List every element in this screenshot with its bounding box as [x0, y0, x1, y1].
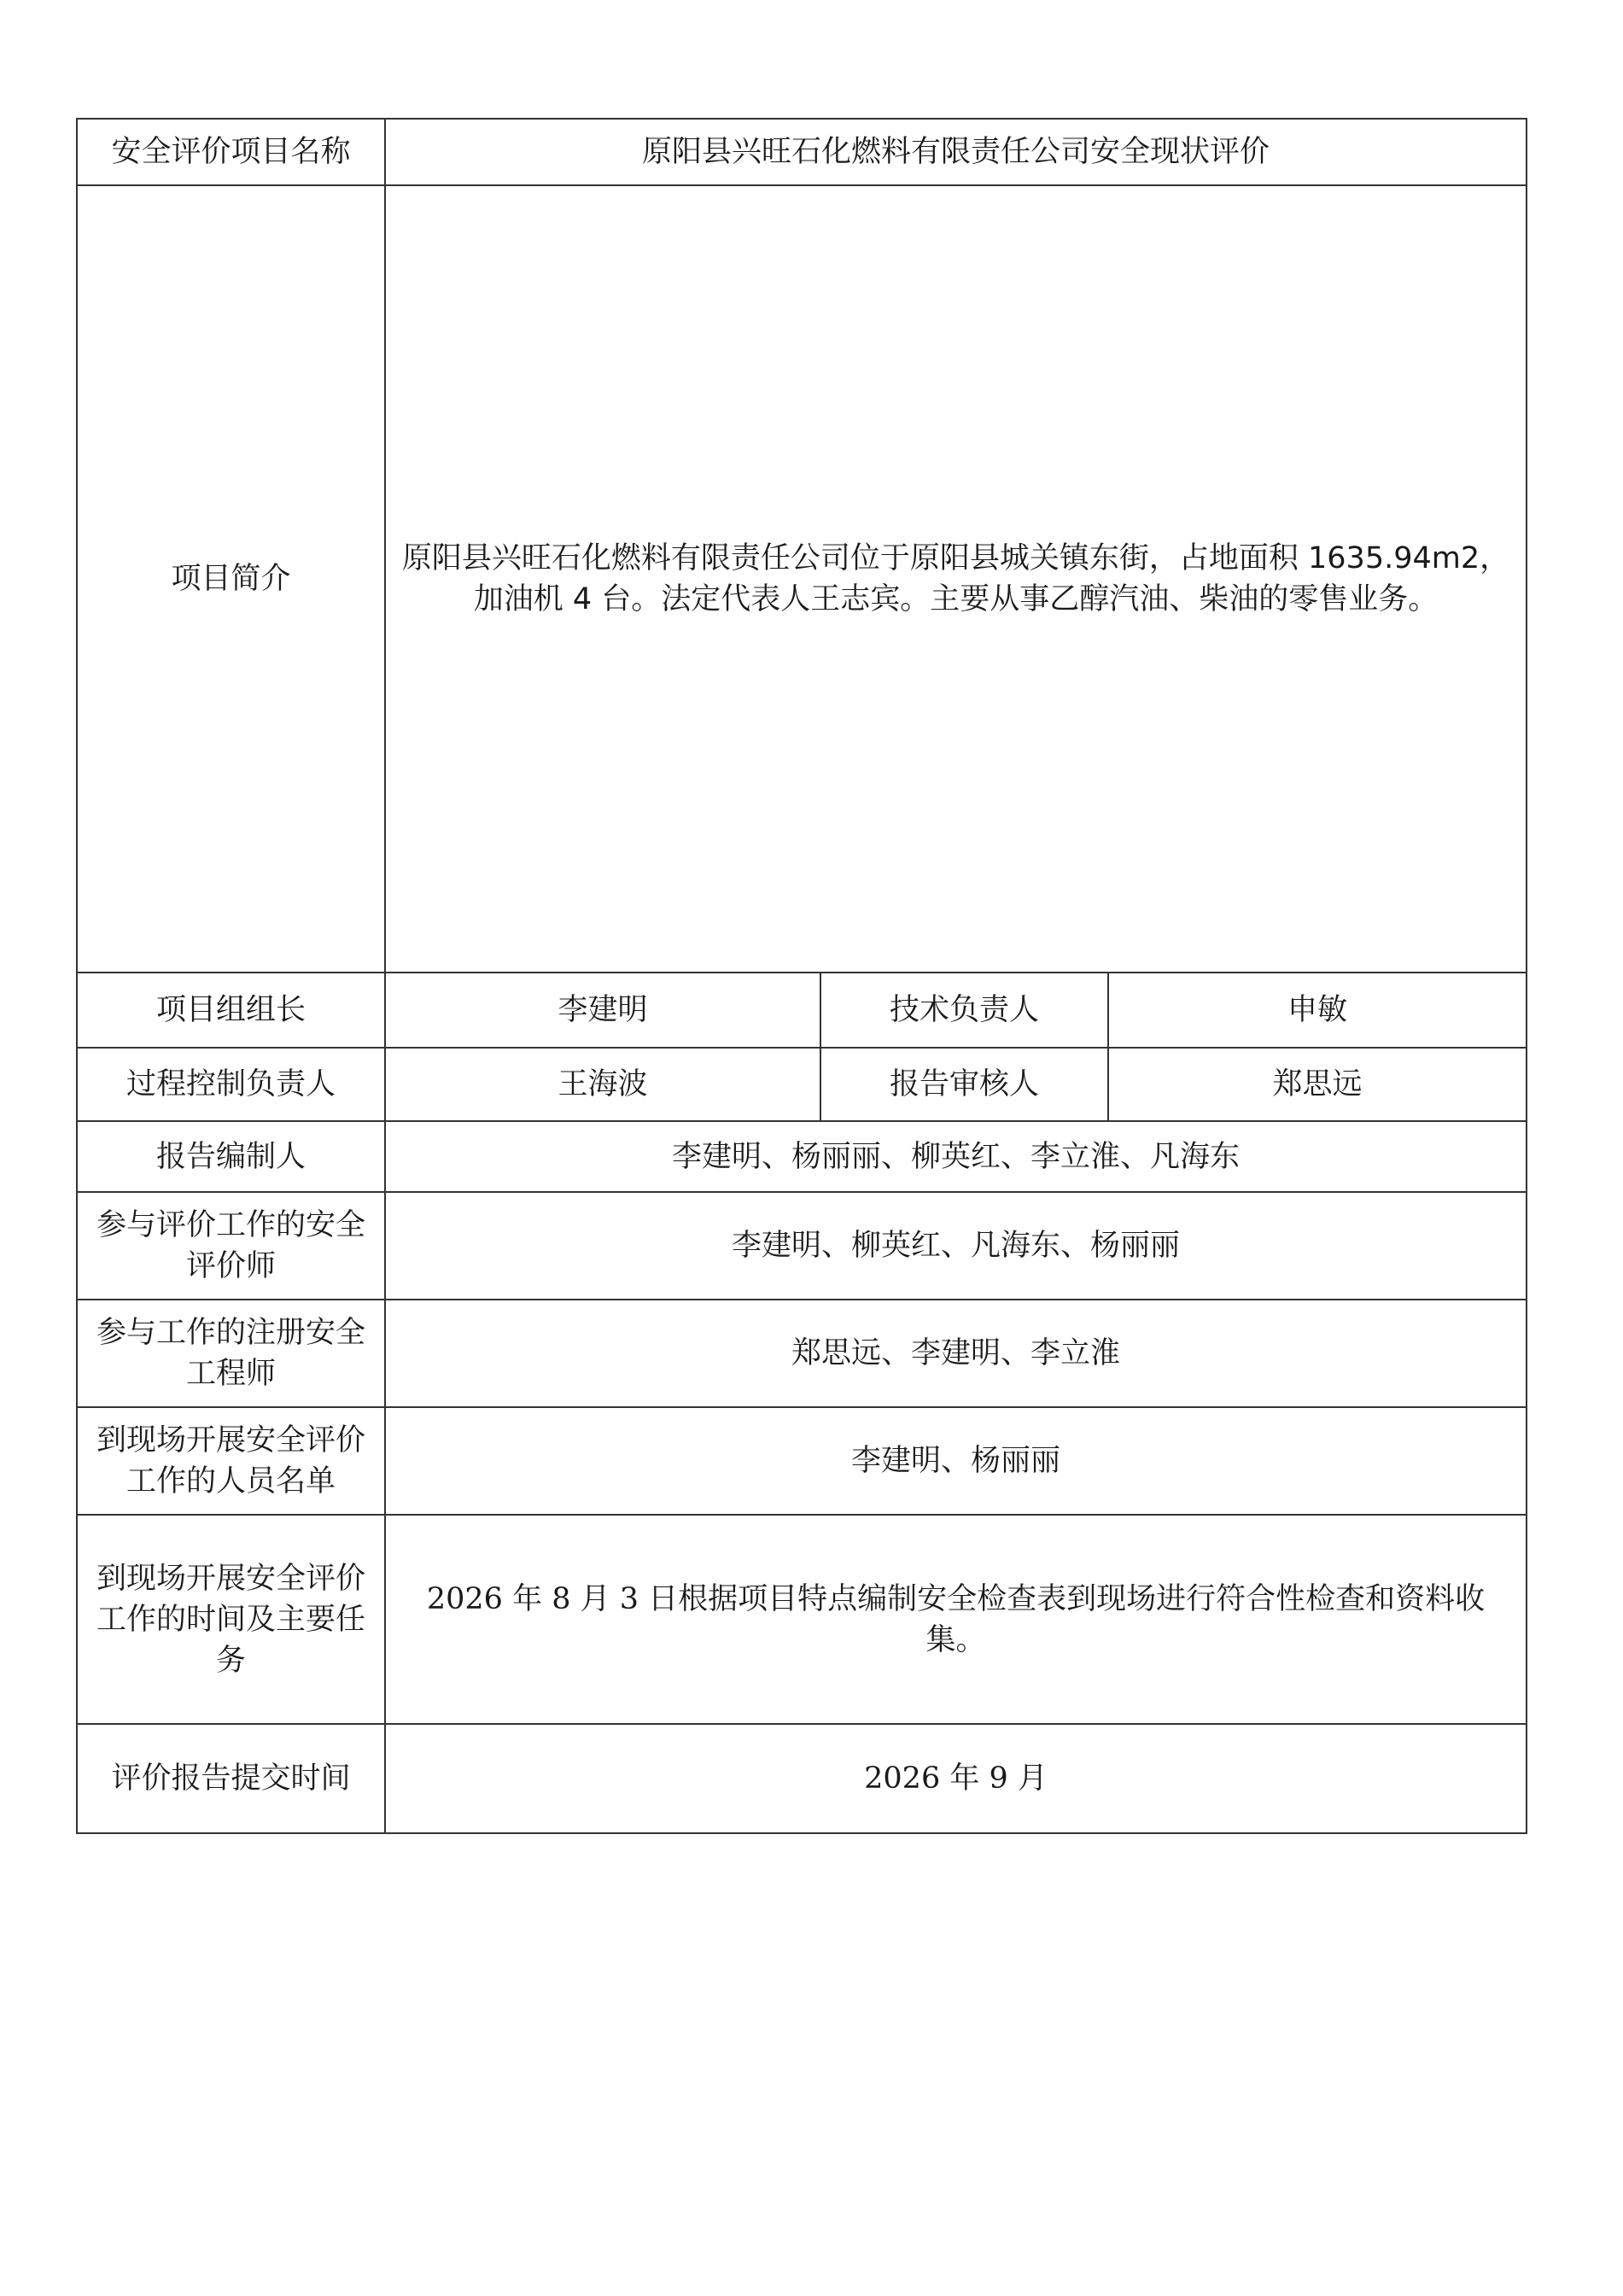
onsite-time-label: 到现场开展安全评价工作的时间及主要任务 — [77, 1515, 385, 1724]
evaluators-value: 李建明、柳英红、凡海东、杨丽丽 — [385, 1192, 1527, 1300]
project-name-value: 原阳县兴旺石化燃料有限责任公司安全现状评价 — [385, 119, 1527, 185]
evaluators-label: 参与评价工作的安全评价师 — [77, 1192, 385, 1300]
report-writers-value: 李建明、杨丽丽、柳英红、李立淮、凡海东 — [385, 1121, 1527, 1192]
engineers-label: 参与工作的注册安全工程师 — [77, 1300, 385, 1407]
info-sheet — [76, 118, 1526, 1834]
submit-time-value: 2026 年 9 月 — [385, 1724, 1527, 1833]
table-row — [77, 1515, 1527, 1724]
submit-time-label: 评价报告提交时间 — [77, 1724, 385, 1833]
onsite-time-value: 2026 年 8 月 3 日根据项目特点编制安全检查表到现场进行符合性检查和资料收集。 — [385, 1515, 1527, 1724]
project-name-label: 安全评价项目名称 — [77, 119, 385, 185]
table-row — [77, 1407, 1527, 1515]
table-row — [77, 1048, 1527, 1121]
team-leader-label: 项目组组长 — [77, 973, 385, 1048]
report-reviewer-label: 报告审核人 — [820, 1048, 1108, 1121]
tech-lead-label: 技术负责人 — [820, 973, 1108, 1048]
table-row — [77, 1121, 1527, 1192]
project-intro-label: 项目简介 — [77, 185, 385, 973]
tech-lead-value: 申敏 — [1108, 973, 1527, 1048]
project-info-table — [76, 118, 1527, 1834]
onsite-staff-value: 李建明、杨丽丽 — [385, 1407, 1527, 1515]
team-leader-value: 李建明 — [385, 973, 820, 1048]
report-writers-label: 报告编制人 — [77, 1121, 385, 1192]
table-row — [77, 1724, 1527, 1833]
process-control-value: 王海波 — [385, 1048, 820, 1121]
engineers-value: 郑思远、李建明、李立淮 — [385, 1300, 1527, 1407]
project-intro-text: 原阳县兴旺石化燃料有限责任公司位于原阳县城关镇东街，占地面积 1635.94m2，加油机 4 台。法定代表人王志宾。主要从事乙醇汽油、柴油的零售业务。 — [385, 185, 1527, 973]
onsite-staff-label: 到现场开展安全评价工作的人员名单 — [77, 1407, 385, 1515]
table-row — [77, 185, 1527, 973]
process-control-label: 过程控制负责人 — [77, 1048, 385, 1121]
table-row — [77, 973, 1527, 1048]
table-row — [77, 1300, 1527, 1407]
table-row — [77, 119, 1527, 185]
table-row — [77, 1192, 1527, 1300]
report-reviewer-value: 郑思远 — [1108, 1048, 1527, 1121]
